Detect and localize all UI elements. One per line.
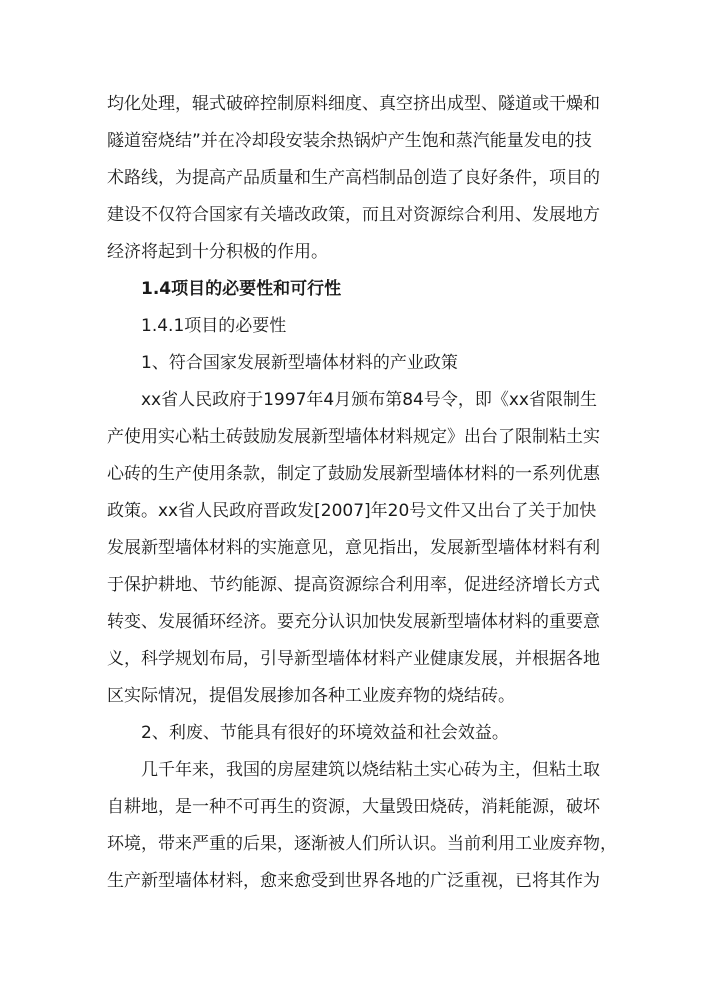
list-item-heading: 1、符合国家发展新型墙体材料的产业政策 [141,353,458,373]
body-text-line: xx省人民政府于1997年4月颁布第84号令，即《xx省限制生 [141,390,597,410]
body-text-line: 产使用实心粘土砖鼓励发展新型墙体材料规定》出台了限制粘土实 [107,427,600,447]
body-text-line: 隧道窑烧结”并在冷却段安装余热锅炉产生饱和蒸汽能量发电的技 [107,131,592,151]
body-text-line: 心砖的生产使用条款，制定了鼓励发展新型墙体材料的一系列优惠 [107,464,600,484]
body-text-line: 建设不仅符合国家有关墙改政策，而且对资源综合利用、发展地方 [107,205,600,225]
body-text-line: 义，科学规划布局，引导新型墙体材料产业健康发展，并根据各地 [107,649,600,669]
body-text-line: 区实际情况，提倡发展掺加各种工业废弃物的烧结砖。 [107,686,515,706]
body-text-line: 政策。xx省人民政府晋政发[2007]年20号文件又出台了关于加快 [107,501,597,521]
body-text-line: 环境，带来严重的后果，逐渐被人们所认识。当前利用工业废弃物， [107,834,617,854]
body-text-line: 术路线，为提高产品质量和生产高档制品创造了良好条件，项目的 [107,168,600,188]
body-text-line: 均化处理，辊式破碎控制原料细度、真空挤出成型、隧道或干燥和 [107,94,600,114]
list-item-heading: 2、利废、节能具有很好的环境效益和社会效益。 [141,723,509,743]
body-text-line: 转变、发展循环经济。要充分认识加快发展新型墙体材料的重要意 [107,612,600,632]
body-text-line: 生产新型墙体材料，愈来愈受到世界各地的广泛重视，已将其作为 [107,871,600,891]
body-text-line: 于保护耕地、节约能源、提高资源综合利用率，促进经济增长方式 [107,575,600,595]
section-heading: 1.4项目的必要性和可行性 [141,279,342,299]
subsection-heading: 1.4.1项目的必要性 [141,316,287,336]
body-text-line: 几千年来，我国的房屋建筑以烧结粘土实心砖为主，但粘土取 [141,760,600,780]
body-text-line: 自耕地，是一种不可再生的资源，大量毁田烧砖，消耗能源，破坏 [107,797,600,817]
body-text-line: 经济将起到十分积极的作用。 [107,242,328,262]
body-text-line: 发展新型墙体材料的实施意见，意见指出，发展新型墙体材料有利 [107,538,600,558]
